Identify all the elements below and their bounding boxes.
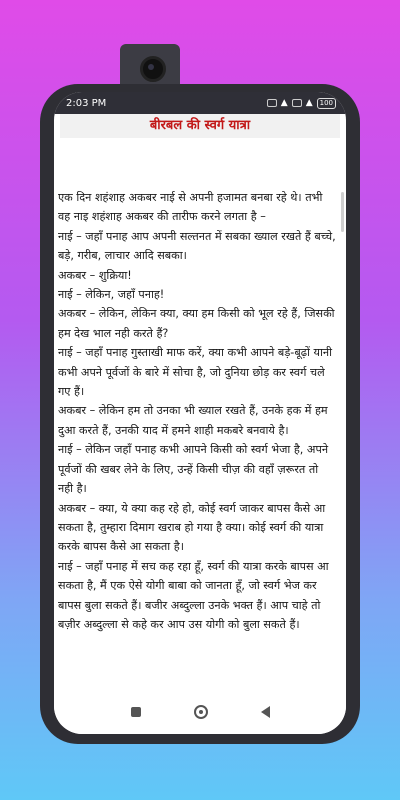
back-icon[interactable] [261, 706, 270, 718]
navigation-bar [54, 690, 346, 734]
story-paragraph: नाई – लेकिन, जहाँ पनाह! [58, 288, 165, 302]
page-title: बीरबल की स्वर्ग यात्रा [60, 114, 340, 138]
phone-frame [40, 84, 360, 744]
volte-icon-2 [292, 99, 302, 107]
story-paragraph: अकबर – लेकिन हम तो उनका भी ख्याल रखते हैं, उनके हक में हम दुआ करते हैं, उनकी याद में हमने शाही मकबरे बनवाये है। [58, 404, 328, 437]
story-paragraph: एक दिन शहंशाह अकबर नाई से अपनी हजामत बनबा रहे थे। तभी वह नाइ शहंशाह अकबर की तारीफ करने लगता है – [58, 191, 323, 224]
recents-icon[interactable] [131, 707, 141, 717]
phone-screen [54, 92, 346, 734]
scrollbar[interactable] [341, 192, 344, 232]
status-bar [54, 92, 346, 114]
camera-lens-icon [140, 56, 166, 82]
volte-icon [267, 99, 277, 107]
story-paragraph: अकबर – लेकिन, लेकिन क्या, क्या हम किसी को भूल रहे हैं, जिसकी हम देख भाल नही करते हैं? [58, 307, 335, 340]
story-paragraph: अकबर – क्या, ये क्या कह रहे हो, कोई स्वर्ग जाकर बापस कैसे आ सकता है, तुम्हारा दिमाग खराब हो गया है क्या। कोई स्वर्ग की यात्रा करके बापस कैसे आ सकता है। [58, 501, 326, 554]
story-paragraph: अकबर – शुक्रिया! [58, 268, 132, 282]
story-paragraph: नाई – लेकिन जहाँ पनाह कभी आपने किसी को स्वर्ग भेजा है, अपने पूर्वजों की खबर लेने के लिए, उन्हें किसी चीज़ की वहाँ ज़रूरत तो नही है। [58, 443, 329, 496]
battery-icon: 100 [317, 98, 336, 109]
status-time: 2:03 PM [66, 97, 107, 109]
story-paragraph: नाई – जहाँ पनाह में सच कह रहा हूँ, स्वर्ग की यात्रा करके बापस आ सकता है, मैं एक ऐसे योगी बाबा को जानता हूँ, जो स्वर्ग भेज कर बापस बुला सकते हैं। बजीर अब्दुल्ला उनके भक्त हैं। आप चाहे तो बज़ीर अब्दुल्ला से कहे कर आप उस योगी को बुला सकते हैं। [58, 559, 329, 631]
signal-icon-2: ▲ [305, 98, 313, 108]
story-paragraph: नाई – जहाँ पनाह गुस्ताखी माफ करें, क्या कभी आपने बड़े-बूढ़ों यानी कभी अपने पूर्वजों के बारे में सोचा है, जो दुनिया छोड़ कर स्वर्ग चले गए हैं। [58, 346, 332, 399]
signal-icon: ▲ [280, 98, 288, 108]
story-paragraph: नाई – जहाँ पनाह आप अपनी सल्तनत में सबका ख्याल रखते हैं बच्चे, बड़े, गरीब, लाचार आदि सबका। [58, 229, 336, 263]
story-text [58, 188, 336, 634]
home-icon[interactable] [194, 705, 208, 719]
